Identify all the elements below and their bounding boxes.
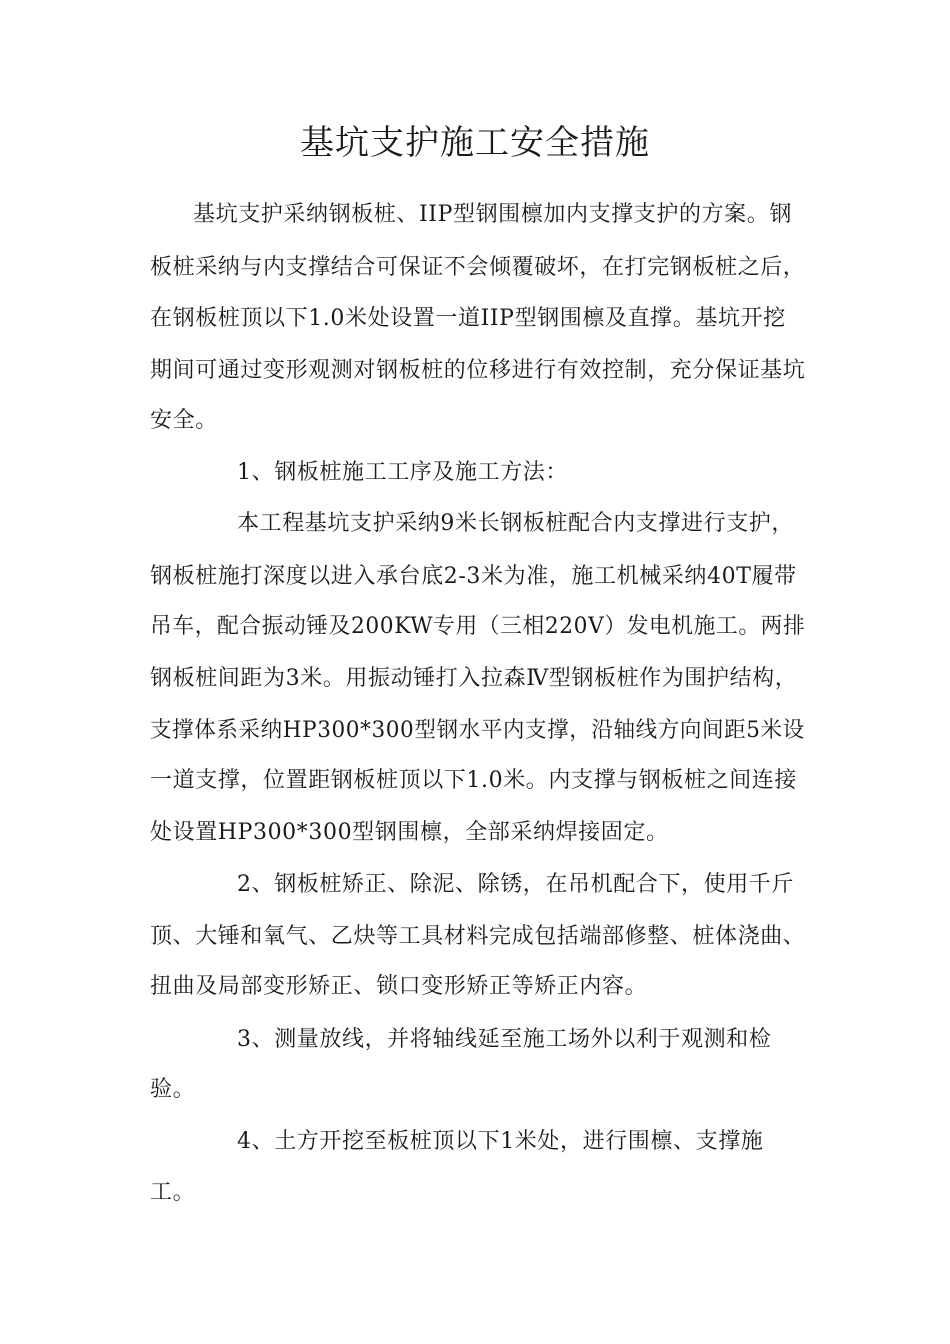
text-line-3: 在钢板桩顶以下1.0米处设置一道IIP型钢围檩及直撑。基坑开挖 [150,306,786,331]
section-heading-1: 1、钢板桩施工工序及施工方法： [237,460,568,485]
text-line-14: 2、钢板桩矫正、除泥、除锈，在吊机配合下，使用千斤 [237,872,794,897]
text-line-2: 板桩采纳与内支撑结合可保证不会倾覆破坏，在打完钢板桩之后， [150,255,806,280]
text-line-18: 验。 [150,1077,196,1102]
text-line-5: 安全。 [150,408,218,433]
text-line-4: 期间可通过变形观测对钢板桩的位移进行有效控制，充分保证基坑 [150,358,806,383]
text-line-10: 钢板桩间距为3米。用振动锤打入拉森Ⅳ型钢板桩作为围护结构， [150,666,798,691]
text-line-15: 顶、大锤和氧气、乙炔等工具材料完成包括端部修整、桩体浇曲、 [150,924,806,949]
text-line-8: 钢板桩施打深度以进入承台底2-3米为准，施工机械采纳40T履带 [150,564,797,589]
text-line-11: 支撑体系采纳HP300*300型钢水平内支撑，沿轴线方向间距5米设 [150,718,805,743]
document-title: 基坑支护施工安全措施 [300,123,650,163]
text-line-13: 处设置HP300*300型钢围檩，全部采纳焊接固定。 [150,820,669,845]
text-line-7: 本工程基坑支护采纳9米长钢板桩配合内支撑进行支护， [237,511,794,536]
text-line-12: 一道支撑，位置距钢板桩顶以下1.0米。内支撑与钢板桩之间连接 [150,768,797,793]
text-line-16: 扭曲及局部变形矫正、锁口变形矫正等矫正内容。 [150,974,648,999]
text-line-1: 基坑支护采纳钢板桩、IIP型钢围檩加内支撑支护的方案。钢 [193,202,792,227]
text-line-9: 吊车，配合振动锤及200KW专用（三相220V）发电机施工。两排 [150,614,806,639]
text-line-19: 4、土方开挖至板桩顶以下1米处，进行围檩、支撑施 [237,1129,764,1154]
text-line-17: 3、测量放线，并将轴线延至施工场外以利于观测和检 [237,1027,772,1052]
text-line-20: 工。 [150,1180,196,1205]
